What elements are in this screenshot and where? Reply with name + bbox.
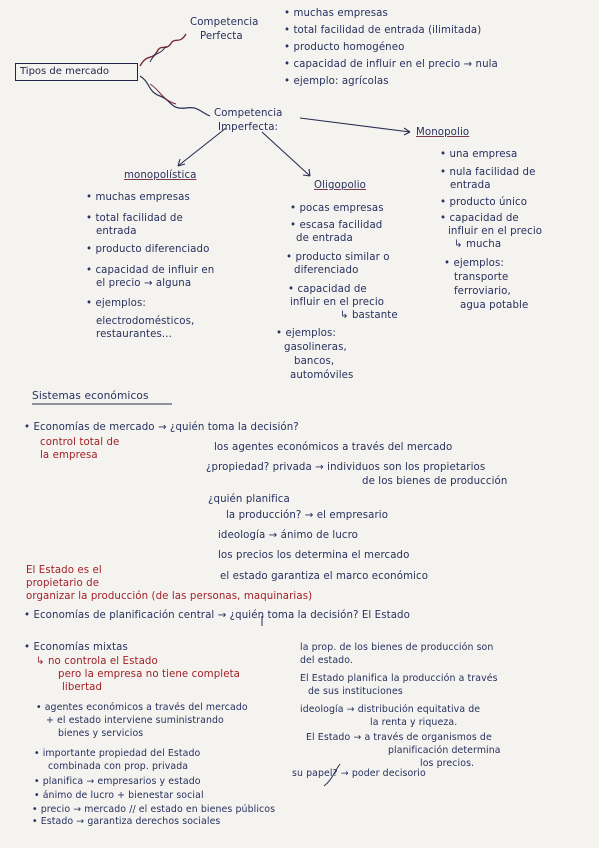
mixtas-red-note-line1: ↳ no controla el Estado: [36, 656, 158, 667]
monopolio-title: Monopolio: [416, 127, 470, 138]
competencia-perfecta-title-line1: Competencia: [190, 17, 259, 28]
monopolio-line: agua potable: [460, 300, 529, 311]
mercado-line: los agentes económicos a través del mercado: [214, 442, 453, 453]
monopolistica-line: entrada: [96, 226, 137, 237]
oligopolio-line: gasolineras,: [284, 342, 347, 353]
planificacion-line: la prop. de los bienes de producción son: [300, 642, 494, 653]
planificacion-line: ideología → distribución equitativa de: [300, 704, 481, 715]
monopolio-line: influir en el precio: [448, 226, 543, 237]
oligopolio-line: • ejemplos:: [276, 328, 336, 339]
tipos-de-mercado-title: Tipos de mercado: [15, 63, 138, 81]
planificacion-red-note-line2: propietario de: [26, 578, 100, 589]
monopolio-line: • una empresa: [440, 149, 518, 160]
mercado-heading: • Economías de mercado → ¿quién toma la decisión?: [24, 422, 299, 433]
planificacion-red-note-line1: El Estado es el: [26, 565, 102, 576]
competencia-imperfecta-title-line1: Competencia: [214, 108, 283, 119]
oligopolio-line: diferenciado: [294, 265, 359, 276]
mixtas-line: • agentes económicos a través del mercado: [36, 702, 248, 713]
mercado-line: ¿propiedad? privada → individuos son los propietarios: [206, 462, 486, 473]
oligopolio-line: ↳ bastante: [340, 310, 398, 321]
perfecta-item: • capacidad de influir en el precio → nula: [284, 59, 498, 70]
monopolio-line: • capacidad de: [440, 213, 519, 224]
planificacion-line: planificación determina: [388, 745, 501, 756]
monopolio-line: ferroviario,: [454, 286, 511, 297]
mixtas-line: • importante propiedad del Estado: [34, 748, 201, 759]
perfecta-item: • ejemplo: agrícolas: [284, 76, 389, 87]
mixtas-line: combinada con prop. privada: [48, 761, 189, 772]
sistemas-economicos-title: Sistemas económicos: [32, 390, 149, 402]
perfecta-item: • producto homogéneo: [284, 42, 405, 53]
perfecta-item: • total facilidad de entrada (ilimitada): [284, 25, 482, 36]
oligopolio-line: influir en el precio: [290, 297, 385, 308]
mercado-line: el estado garantiza el marco económico: [220, 571, 429, 582]
monopolio-line: • nula facilidad de: [440, 167, 536, 178]
oligopolio-line: • pocas empresas: [290, 203, 384, 214]
monopolio-line: transporte: [454, 272, 509, 283]
mixtas-heading: • Economías mixtas: [24, 642, 128, 653]
oligopolio-title: Oligopolio: [314, 180, 366, 191]
mercado-line: de los bienes de producción: [362, 476, 508, 487]
oligopolio-line: de entrada: [296, 233, 353, 244]
mixtas-line: • Estado → garantiza derechos sociales: [32, 816, 221, 827]
oligopolio-line: bancos,: [294, 356, 335, 367]
planificacion-line: de sus instituciones: [308, 686, 403, 697]
oligopolio-line: automóviles: [290, 370, 354, 381]
monopolistica-title: monopolística: [124, 170, 197, 181]
monopolio-line: entrada: [450, 180, 491, 191]
monopolistica-line: • producto diferenciado: [86, 244, 210, 255]
planificacion-line: El Estado → a través de organismos de: [306, 732, 492, 743]
monopolistica-line: • total facilidad de: [86, 213, 183, 224]
mixtas-papel-note: su papel? → poder decisorio: [292, 768, 426, 779]
mercado-line: ¿quién planifica: [208, 494, 290, 505]
oligopolio-line: • capacidad de: [288, 284, 367, 295]
mixtas-line: • planifica → empresarios y estado: [34, 776, 201, 787]
mixtas-line: • precio → mercado // el estado en bienes públicos: [32, 804, 276, 815]
mercado-red-note-line2: la empresa: [40, 450, 98, 461]
monopolistica-line: el precio → alguna: [96, 278, 192, 289]
planificacion-heading: • Economías de planificación central → ¿quién toma la decisión? El Estado: [24, 610, 410, 621]
monopolio-line: ↳ mucha: [454, 239, 502, 250]
mixtas-line: bienes y servicios: [58, 728, 144, 739]
mercado-line: la producción? → el empresario: [226, 510, 389, 521]
planificacion-line: El Estado planifica la producción a través: [300, 673, 498, 684]
monopolistica-line: • capacidad de influir en: [86, 265, 215, 276]
planificacion-red-note-line3: organizar la producción (de las personas, maquinarias): [26, 591, 313, 602]
monopolio-line: • producto único: [440, 197, 528, 208]
mercado-line: ideología → ánimo de lucro: [218, 530, 358, 541]
monopolistica-line: electrodomésticos,: [96, 316, 195, 327]
mercado-line: los precios los determina el mercado: [218, 550, 410, 561]
mixtas-red-note-line2: pero la empresa no tiene completa: [58, 669, 241, 680]
monopolio-line: • ejemplos:: [444, 258, 504, 269]
perfecta-item: • muchas empresas: [284, 8, 388, 19]
planificacion-line: la renta y riqueza.: [370, 717, 458, 728]
planificacion-line: del estado.: [300, 655, 353, 666]
oligopolio-line: • escasa facilidad: [290, 220, 383, 231]
mixtas-line: + el estado interviene suministrando: [46, 715, 224, 726]
planificacion-line: los precios.: [420, 758, 475, 769]
competencia-imperfecta-title-line2: Imperfecta:: [218, 122, 279, 133]
monopolistica-line: • muchas empresas: [86, 192, 190, 203]
mixtas-line: • ánimo de lucro + bienestar social: [34, 790, 204, 801]
monopolistica-line: • ejemplos:: [86, 298, 146, 309]
competencia-perfecta-title-line2: Perfecta: [200, 31, 243, 42]
mixtas-red-note-line3: libertad: [62, 682, 103, 693]
mercado-red-note-line1: control total de: [40, 437, 120, 448]
monopolistica-line: restaurantes...: [96, 329, 172, 340]
oligopolio-line: • producto similar o: [286, 252, 390, 263]
